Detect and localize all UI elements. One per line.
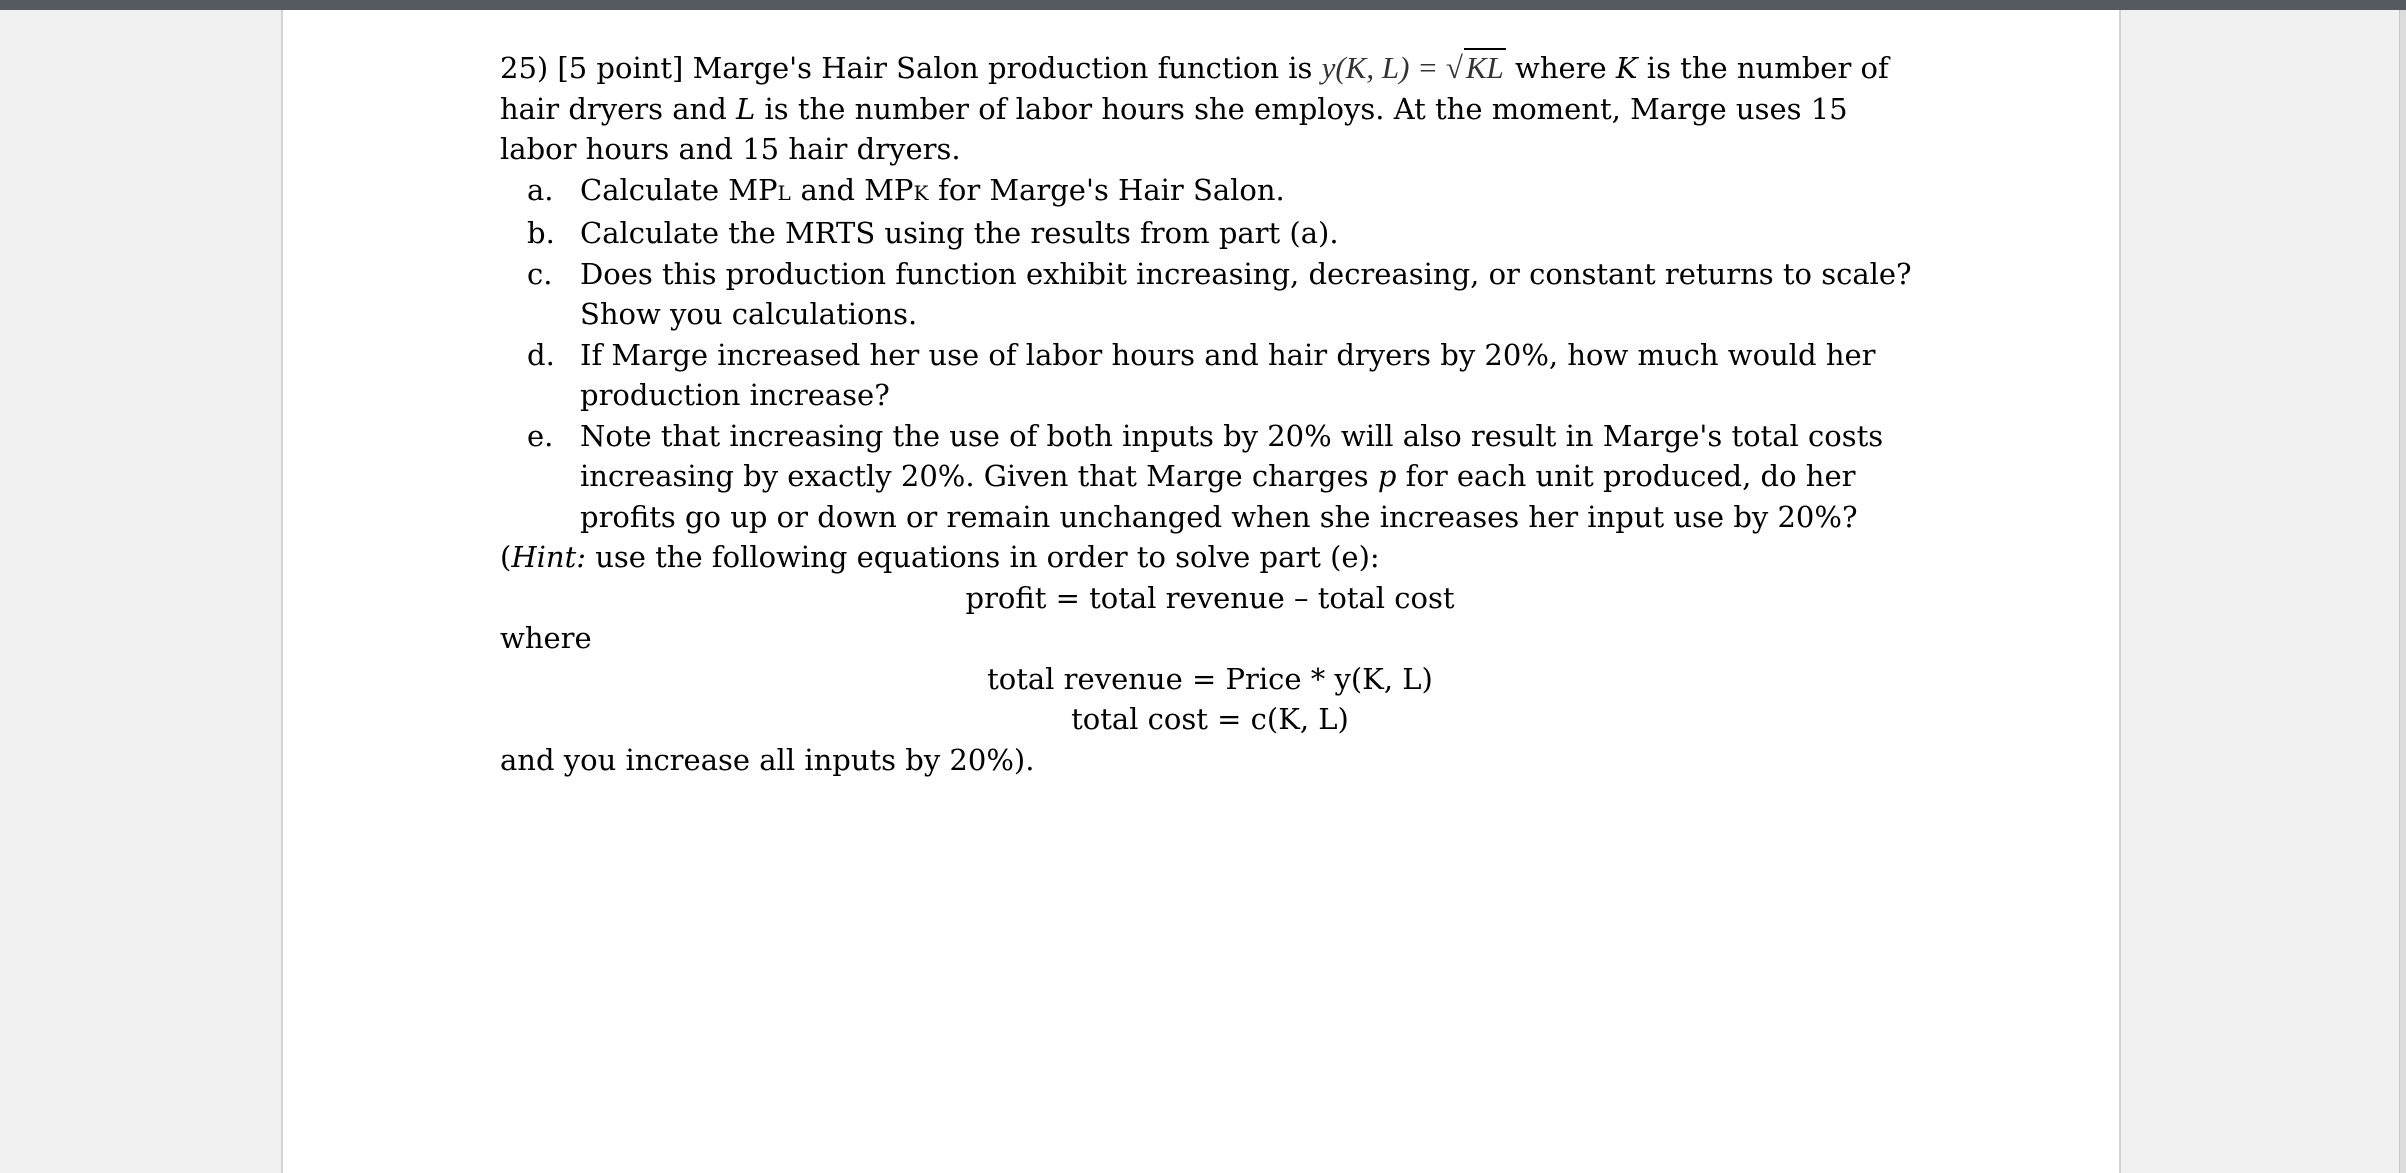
variable-l: L (736, 91, 756, 126)
list-item (500, 170, 1920, 214)
item-text: Calculate MP (580, 172, 778, 207)
item-text: and MP (791, 172, 914, 207)
variable-p: p (1377, 459, 1397, 493)
hint-closing: and you increase all inputs by 20%). (500, 742, 1035, 777)
question-intro (500, 48, 1920, 170)
item-marker: e. (527, 418, 554, 453)
square-root (1446, 48, 1506, 89)
item-marker: b. (527, 216, 555, 250)
question-intro-rest: is the number of labor hours she employs. At the moment, Marge uses 15 labor hours and 15 hair dryers. (500, 91, 1848, 166)
profit-equation: profit = total revenue – total cost (965, 580, 1455, 615)
item-text: for Marge's Hair Salon. (928, 172, 1285, 207)
list-item (500, 213, 1920, 254)
revenue-equation: total revenue = Price * y(K, L) (987, 661, 1433, 696)
hint-line (500, 537, 1920, 578)
item-text: Does this production function exhibit increasing, decreasing, or constant returns to scale? Show you calculations. (580, 256, 1912, 331)
subscript-l: L (777, 180, 792, 205)
item-marker: d. (527, 337, 555, 372)
item-text: for each unit produced, do her profits go up or down or remain unchanged when she increases her input use by 20%? (580, 459, 1858, 534)
list-item (500, 335, 1920, 416)
subscript-k: K (913, 180, 929, 205)
function-lhs: y(K, L) = (1321, 50, 1446, 85)
where-label: where (500, 621, 592, 655)
k-description: is the number of hair dryers and (500, 51, 1889, 126)
list-item (500, 416, 1920, 538)
cost-equation: total cost = c(K, L) (1071, 702, 1349, 736)
hint-label: Hint: (511, 540, 586, 574)
item-text: If Marge increased her use of labor hours and hair dryers by 20%, how much would her production increase? (580, 337, 1876, 412)
hint-open-paren: ( (500, 540, 512, 574)
item-marker: c. (527, 256, 553, 291)
where-text: where (1505, 51, 1616, 85)
vertical-scrollbar[interactable] (2399, 10, 2406, 1173)
radicand: KL (1465, 50, 1504, 85)
hint-text: use the following equations in order to solve part (e): (586, 540, 1380, 574)
question-intro-text: 25) [5 point] Marge's Hair Salon production function is (500, 51, 1322, 85)
item-marker: a. (527, 172, 554, 207)
radical-sign-icon: √ (1445, 50, 1463, 85)
production-function (1322, 50, 1506, 85)
item-text: Calculate the MRTS using the results from part (a). (580, 216, 1339, 250)
document-content (500, 48, 1920, 780)
list-item (500, 254, 1920, 335)
question-parts-list (500, 170, 1920, 538)
variable-k: K (1615, 51, 1638, 85)
item-text: Note that increasing the use of both inputs by 20% will also result in Marge's total costs increasing by exactly 20%. Given that Marge charges (580, 418, 1884, 493)
window-top-bar (0, 0, 2406, 10)
